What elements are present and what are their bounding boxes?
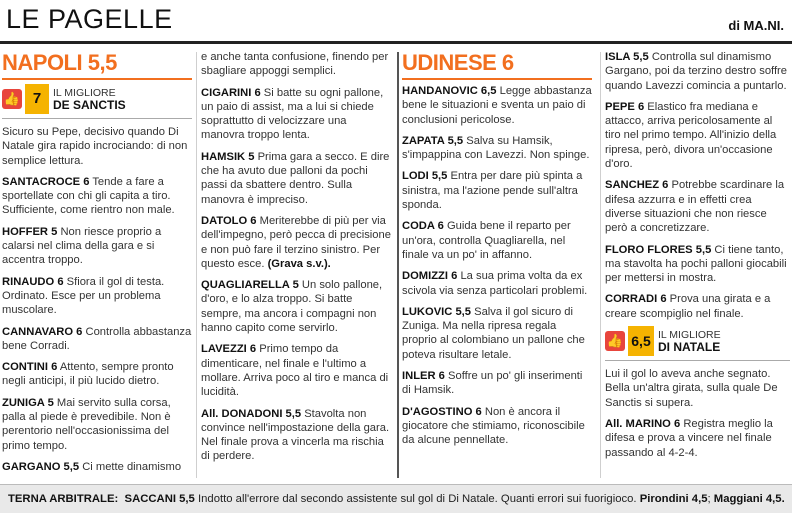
player-rating <box>402 169 592 212</box>
player-name: CODA 6 <box>402 220 444 233</box>
player-comment: Prova una girata e a creare scompiglio nel finale. <box>605 293 771 320</box>
player-name: All. MARINO 6 <box>605 417 681 430</box>
best-label: IL MIGLIORE <box>658 328 721 341</box>
napoli-column <box>2 50 192 481</box>
player-name: SANCHEZ 6 <box>605 179 669 192</box>
player-comment: Tende a fare a sportellate con chi gli capita a tiro. Sufficiente, come rientro non male. <box>2 175 175 217</box>
udinese-column-cont <box>605 50 790 467</box>
player-rating <box>201 150 393 207</box>
player-name: D'AGOSTINO 6 <box>402 405 482 418</box>
player-name: ISLA 5,5 <box>605 51 649 63</box>
best-player-badge <box>2 84 192 114</box>
player-rating <box>2 360 192 389</box>
player-rating <box>402 269 592 298</box>
player-note: (Grava s.v.). <box>267 257 331 270</box>
udinese-players <box>402 84 592 448</box>
player-comment: Attento, sempre pronto negli anticipi, il più lucido dietro. <box>2 361 174 388</box>
player-rating <box>605 243 790 286</box>
player-name: GARGANO 5,5 <box>2 460 80 473</box>
udinese-column <box>402 50 592 455</box>
player-rating <box>201 407 393 464</box>
player-rating <box>605 292 790 321</box>
best-name: DI NATALE <box>658 339 721 354</box>
player-rating <box>402 84 592 127</box>
best-player-text: Sicuro su Pepe, decisivo quando Di Natale gira rapido incrociando: di non semplice lettura. <box>2 118 192 168</box>
referee-name: SACCANI 5,5 <box>124 493 195 505</box>
player-rating <box>2 325 192 354</box>
player-name: DATOLO 6 <box>201 214 257 227</box>
player-comment: Registra meglio la difesa e prova a vincere nel finale passando al 4-2-4. <box>605 417 773 459</box>
player-name: PEPE 6 <box>605 100 645 113</box>
player-comment: Legge abbastanza bene le situazioni e sventa un paio di conclusioni pericolose. <box>402 85 592 126</box>
player-rating <box>201 342 393 399</box>
player-name: LAVEZZI 6 <box>201 343 257 356</box>
team-title-napoli: NAPOLI 5,5 <box>2 50 117 75</box>
napoli-column-cont <box>201 50 393 471</box>
player-comment: Si batte su ogni pallone, un paio di assist, ma a lui si chiede soprattutto di velocizzare una manovra troppo lenta. <box>201 86 384 142</box>
player-name: ZUNIGA 5 <box>2 396 54 409</box>
udinese-players-cont <box>605 50 790 321</box>
player-rating <box>605 50 790 93</box>
column-divider <box>600 52 601 478</box>
player-comment: Stavolta non convince nell'impostazione della gara. Nel finale prova a vincerla ma rischia di perdere. <box>201 407 390 463</box>
player-name: LUKOVIC 5,5 <box>402 305 472 318</box>
player-comment: Salva su Hamsik, s'impappina con Lavezzi. Non spinge. <box>402 134 590 162</box>
footer-separator: ; <box>707 493 711 505</box>
player-name: CANNAVARO 6 <box>2 325 83 338</box>
byline: di MA.NI. <box>728 18 784 33</box>
player-name: ZAPATA 5,5 <box>402 134 464 147</box>
best-vote: 7 <box>25 84 49 114</box>
player-name: LODI 5,5 <box>402 170 448 183</box>
player-name: DOMIZZI 6 <box>402 270 458 283</box>
best-vote: 6,5 <box>628 326 654 356</box>
player-comment: Controlla abbastanza bene Corradi. <box>2 325 192 352</box>
footer-label: TERNA ARBITRALE: <box>8 493 119 505</box>
player-rating <box>2 275 192 318</box>
best-player-text: Lui il gol lo aveva anche segnato. Bella un'altra girata, sulla quale De Sanctis si supera. <box>605 360 790 410</box>
player-comment: Primo tempo da dimenticare, nel finale e l'ultimo a mollare. Arriva poco al tiro e manca di lucidità. <box>201 343 389 399</box>
player-name: All. DONADONI 5,5 <box>201 407 302 420</box>
player-name: CONTINI 6 <box>2 361 58 374</box>
player-rating <box>201 278 393 335</box>
player-comment: La sua prima volta da ex scivola via senza particolari problemi. <box>402 270 588 297</box>
assistant-2: Maggiani 4,5. <box>713 493 785 505</box>
player-comment: Sfiora il gol di testa. Ordinato. Esce per un problema muscolare. <box>2 275 165 317</box>
player-rating <box>402 405 592 448</box>
thumbs-up-icon: 👍 <box>605 331 625 351</box>
column-divider <box>196 52 197 478</box>
player-name: SANTACROCE 6 <box>2 175 90 188</box>
best-player-badge <box>605 326 790 356</box>
player-comment: Non è ancora il giocatore che stimiamo, riconoscibile da alcune pennellate. <box>402 405 585 447</box>
player-name: RINAUDO 6 <box>2 275 64 288</box>
player-comment: Un solo pallone, d'oro, e lo alza troppo. Si batte sempre, ma ancora i compagni non hanno capito come servirlo. <box>201 279 383 335</box>
best-name: DE SANCTIS <box>53 97 126 112</box>
player-comment: Potrebbe scardinare la difesa azzurra e in effetti crea diverse situazioni che non riesce però a concretizzare. <box>605 179 785 235</box>
player-comment: Meriterebbe di più per via dell'impegno, però pecca di precisione e non può fare il terzino sinistro. Per questo esce. <box>201 214 391 270</box>
assistant-1: Pirondini 4,5 <box>639 493 708 505</box>
player-comment: Ci mette dinamismo <box>82 460 182 473</box>
player-rating <box>2 460 192 474</box>
player-name: CORRADI 6 <box>605 293 667 306</box>
thumbs-up-icon: 👍 <box>2 89 22 109</box>
coach-rating <box>605 417 790 460</box>
player-comment: Mai servito sulla corsa, palla al piede è prevedibile. Non è perentorio nell'occasionissima del primo tempo. <box>2 396 171 452</box>
player-name: HANDANOVIC 6,5 <box>402 85 497 97</box>
player-comment: Controlla sul dinamismo Gargano, poi da terzino destro soffre quando Lavezzi comincia a puntarlo. <box>605 51 788 92</box>
player-rating <box>402 219 592 262</box>
napoli-players-cont <box>201 86 393 464</box>
player-rating <box>201 86 393 143</box>
player-comment: Guida bene il reparto per un'ora, controlla Quagliarella, nel finale va un po' in affanno. <box>402 220 571 261</box>
player-name: HAMSIK 5 <box>201 150 255 163</box>
player-comment: Salva il gol sicuro di Zuniga. Ma nella ripresa regala proprio al colombiano un pallone che poteva risultare letale. <box>402 305 585 361</box>
best-label: IL MIGLIORE <box>53 86 116 99</box>
referee-comment: Indotto all'errore dal secondo assistente sul gol di Di Natale. Quanti errori sui fuorigioco. <box>197 493 637 505</box>
player-comment: Ci tiene tanto, ma stavolta ha pochi palloni giocabili per mettersi in mostra. <box>605 243 787 285</box>
player-name: INLER 6 <box>402 370 445 383</box>
player-comment: Elastico fra mediana e attacco, arriva pericolosamente al tiro nel primo tempo. All'inizio della ripresa, però, divora un'occasione d'oro. <box>605 100 777 171</box>
player-rating <box>402 134 592 163</box>
player-rating <box>605 100 790 171</box>
player-comment: Soffre un po' gli inserimenti di Hamsik. <box>402 370 583 397</box>
player-rating <box>2 225 192 268</box>
player-comment: Non riesce proprio a calarsi nel clima della gara e si accentra troppo. <box>2 225 162 267</box>
player-comment: Prima gara a secco. E dire che ha avuto due palloni da pochi passi da sbattere dentro. Sulla manovra è impreciso. <box>201 150 390 206</box>
napoli-players <box>2 175 192 474</box>
team-title-udinese: UDINESE 6 <box>402 50 514 75</box>
page-header <box>0 0 792 44</box>
player-comment: Entra per dare più spinta a sinistra, ma l'azione pende sull'altra sponda. <box>402 170 583 212</box>
player-rating <box>402 305 592 362</box>
player-rating <box>2 175 192 218</box>
team-underline <box>2 78 192 80</box>
page-title: LE PAGELLE <box>6 4 173 34</box>
player-name: FLORO FLORES 5,5 <box>605 243 712 256</box>
team-divider <box>397 52 399 478</box>
player-name: CIGARINI 6 <box>201 86 261 99</box>
player-rating <box>605 178 790 235</box>
continued-text: e anche tanta confusione, finendo per sbagliare appoggi semplici. <box>201 51 389 78</box>
referee-footer <box>0 484 792 513</box>
player-name: QUAGLIARELLA 5 <box>201 279 299 292</box>
team-underline <box>402 78 592 80</box>
player-name: HOFFER 5 <box>2 225 58 238</box>
player-rating <box>2 396 192 453</box>
player-rating <box>402 369 592 398</box>
player-rating <box>201 214 393 271</box>
